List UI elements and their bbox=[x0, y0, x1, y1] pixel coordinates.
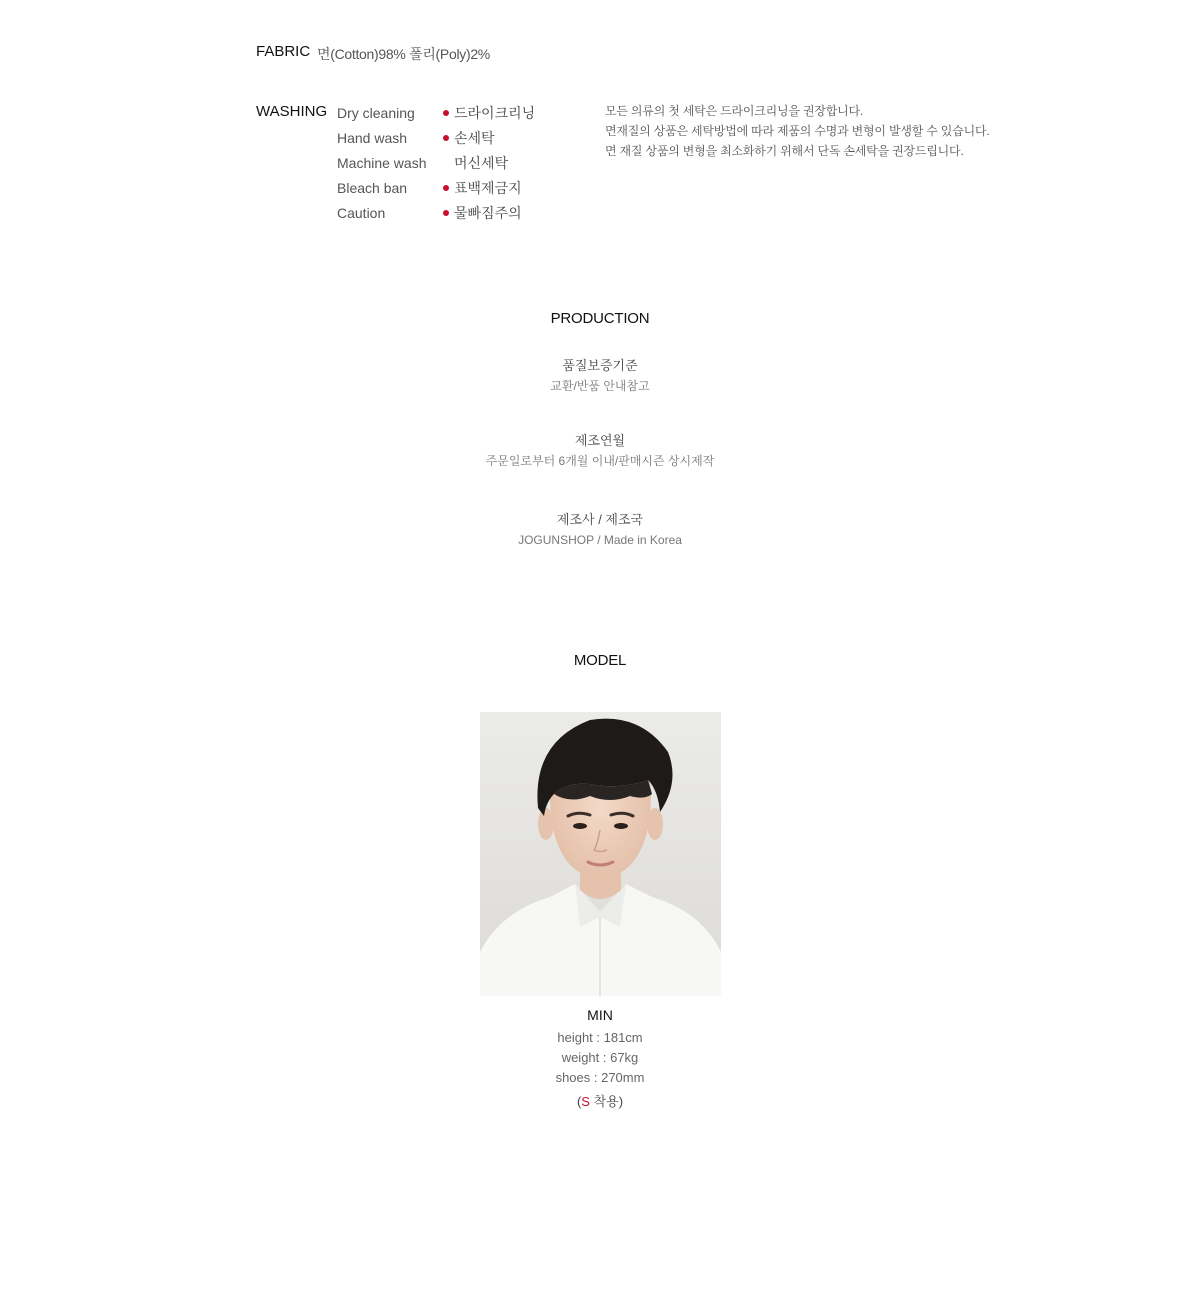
model-photo bbox=[480, 712, 721, 996]
production-manufacturer bbox=[0, 510, 1200, 550]
size-letter: S bbox=[581, 1094, 590, 1109]
washing-label: WASHING bbox=[256, 103, 328, 120]
wash-ko-item bbox=[443, 151, 535, 176]
washing-note: 모든 의류의 첫 세탁은 드라이크리닝을 권장합니다. bbox=[605, 104, 864, 118]
bullet-dot-icon bbox=[443, 110, 449, 116]
wash-ko-label: 드라이크리닝 bbox=[454, 105, 536, 121]
bullet-dot-icon bbox=[443, 160, 449, 166]
wash-ko-item bbox=[443, 176, 535, 201]
size-open-paren: ( bbox=[576, 1094, 582, 1109]
model-title: MODEL bbox=[573, 652, 627, 669]
wash-en-hand-wash: Hand wash bbox=[337, 130, 408, 146]
wash-en-dry-cleaning: Dry cleaning bbox=[337, 105, 415, 121]
model-name: MIN bbox=[587, 1007, 613, 1023]
wash-ko-label: 손세탁 bbox=[454, 130, 495, 146]
model-height: height : 181cm bbox=[557, 1030, 643, 1045]
production-item-sub: 주문일로부터 6개월 이내/판매시즌 상시제작 bbox=[485, 454, 715, 468]
wash-ko-item bbox=[443, 201, 535, 226]
production-item-title: 제조연월 bbox=[574, 433, 626, 448]
model-stats bbox=[0, 1028, 1200, 1088]
model-size-worn bbox=[0, 1091, 1200, 1110]
washing-korean-list bbox=[443, 101, 535, 226]
production-item-sub: JOGUNSHOP / Made in Korea bbox=[518, 533, 682, 547]
size-rest: 착용) bbox=[589, 1094, 624, 1109]
production-item-title: 제조사 / 제조국 bbox=[556, 512, 644, 527]
wash-en-bleach-ban: Bleach ban bbox=[337, 180, 408, 196]
production-quality bbox=[0, 356, 1200, 396]
production-item-title: 품질보증기준 bbox=[562, 358, 638, 373]
washing-notes bbox=[605, 101, 990, 161]
bullet-dot-icon bbox=[443, 185, 449, 191]
model-portrait-icon bbox=[480, 712, 721, 996]
model-shoes: shoes : 270mm bbox=[555, 1070, 645, 1085]
wash-ko-item bbox=[443, 126, 535, 151]
bullet-dot-icon bbox=[443, 210, 449, 216]
production-item-sub: 교환/반품 안내참고 bbox=[550, 379, 650, 393]
wash-en-machine-wash: Machine wash bbox=[337, 155, 427, 171]
wash-ko-item bbox=[443, 101, 535, 126]
wash-ko-label: 머신세탁 bbox=[454, 155, 509, 171]
washing-english-list bbox=[337, 101, 427, 226]
wash-ko-label: 표백제금지 bbox=[454, 180, 522, 196]
washing-note: 면 재질 상품의 변형을 최소화하기 위해서 단독 손세탁을 권장드립니다. bbox=[605, 144, 964, 158]
washing-note: 면재질의 상품은 세탁방법에 따라 제품의 수명과 변형이 발생할 수 있습니다. bbox=[605, 124, 990, 138]
production-title: PRODUCTION bbox=[550, 310, 650, 327]
production-date bbox=[0, 431, 1200, 471]
wash-en-caution: Caution bbox=[337, 205, 386, 221]
bullet-dot-icon bbox=[443, 135, 449, 141]
model-weight: weight : 67kg bbox=[561, 1050, 639, 1065]
wash-ko-label: 물빠짐주의 bbox=[454, 205, 522, 221]
fabric-label: FABRIC bbox=[256, 43, 311, 60]
fabric-value: 면(Cotton)98% 폴리(Poly)2% bbox=[317, 46, 490, 62]
